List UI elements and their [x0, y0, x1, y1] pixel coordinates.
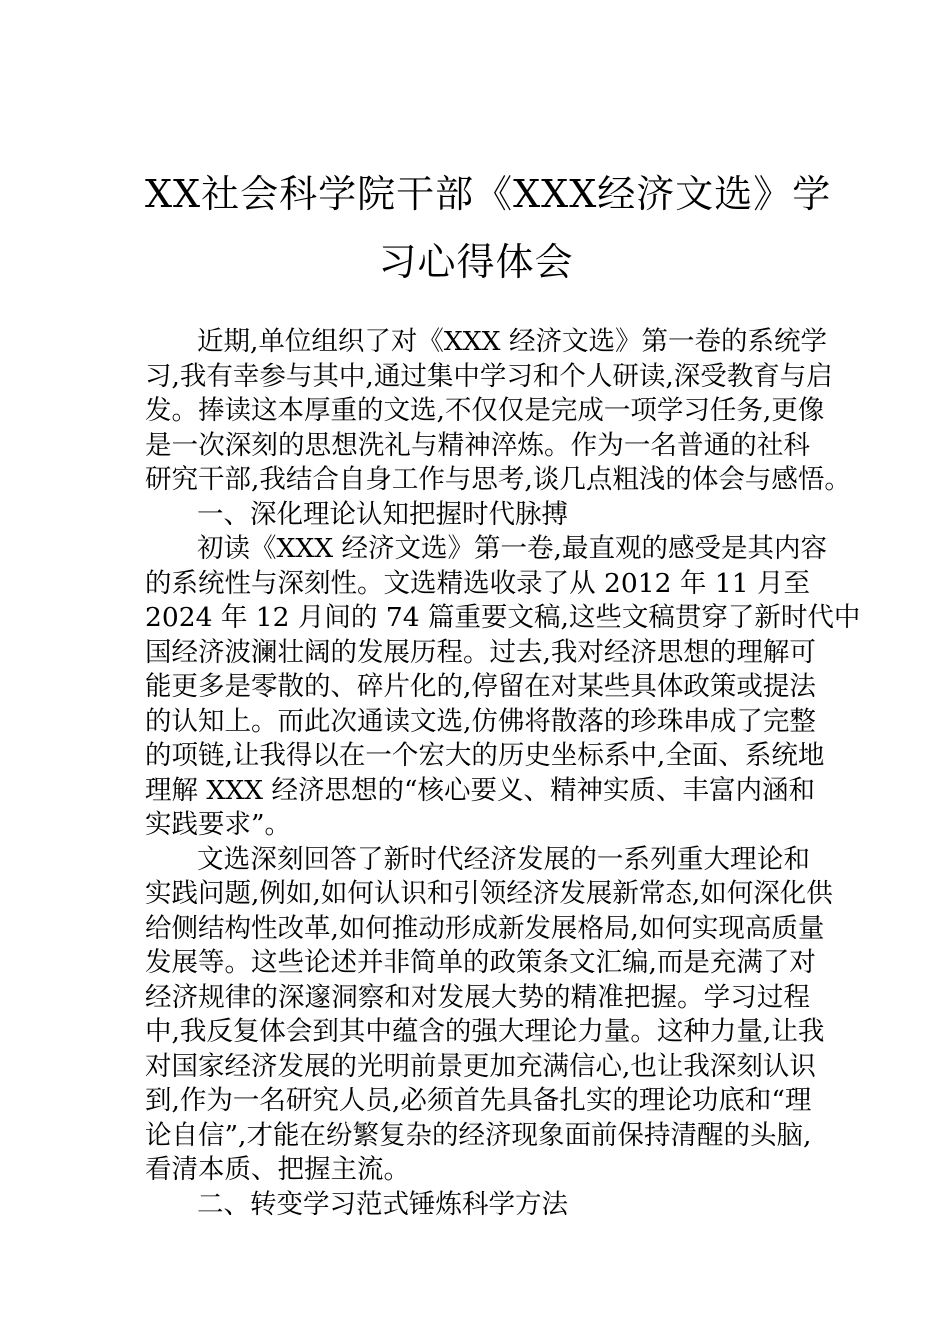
text-line: 对国家经济发展的光明前景更加充满信心,也让我深刻认识 — [145, 1050, 816, 1082]
text-line: 是一次深刻的思想洗礼与精神淬炼。作为一名普通的社科 — [145, 429, 810, 461]
text-line: 文选深刻回答了新时代经济发展的一系列重大理论和 — [197, 843, 810, 875]
text-line: 看清本质、把握主流。 — [145, 1154, 410, 1185]
text-line: 习,我有幸参与其中,通过集中学习和个人研读,深受教育与启 — [145, 360, 833, 392]
document-body — [145, 325, 861, 1222]
text-line: 经济规律的深邃洞察和对发展大势的精准把握。学习过程 — [145, 981, 810, 1013]
text-line: 中,我反复体会到其中蕴含的强大理论力量。这种力量,让我 — [145, 1016, 825, 1047]
text-line: 国经济波澜壮阔的发展历程。过去,我对经济思想的理解可 — [145, 636, 816, 668]
text-line: 到,作为一名研究人员,必须首先具备扎实的理论功底和“理 — [145, 1085, 812, 1116]
text-line: 的项链,让我得以在一个宏大的历史坐标系中,全面、系统地 — [145, 740, 825, 771]
title-line-1: XX社会科学院干部《XXX经济文选》学 — [145, 172, 832, 216]
text-line: 实践问题,例如,如何认识和引领经济发展新常态,如何深化供 — [145, 878, 833, 909]
text-line: 发。捧读这本厚重的文选,不仅仅是完成一项学习任务,更像 — [145, 395, 825, 426]
text-line: 2024 年 12 月间的 74 篇重要文稿,这些文稿贯穿了新时代中 — [145, 602, 861, 633]
text-line: 初读《XXX 经济文选》第一卷,最直观的感受是其内容 — [197, 533, 827, 564]
text-line: 研究干部,我结合自身工作与思考,谈几点粗浅的体会与感悟。 — [145, 464, 851, 495]
text-line: 能更多是零散的、碎片化的,停留在对某些具体政策或提法 — [145, 671, 816, 702]
text-line: 理解 XXX 经济思想的“核心要义、精神实质、丰富内涵和 — [145, 774, 815, 806]
text-line: 论自信”,才能在纷繁复杂的经济现象面前保持清醒的头脑, — [145, 1119, 812, 1151]
text-line: 二、转变学习范式锤炼科学方法 — [197, 1188, 568, 1220]
text-line: 的系统性与深刻性。文选精选收录了从 2012 年 11 月至 — [145, 567, 810, 599]
text-line: 的认知上。而此次通读文选,仿佛将散落的珍珠串成了完整 — [145, 705, 816, 737]
title-line-2: 习心得体会 — [378, 240, 574, 284]
text-line: 发展等。这些论述并非简单的政策条文汇编,而是充满了对 — [145, 947, 816, 978]
text-line: 实践要求”。 — [145, 809, 292, 840]
document-title — [145, 160, 832, 296]
text-line: 一、深化理论认知把握时代脉搏 — [197, 498, 568, 530]
text-line: 近期,单位组织了对《XXX 经济文选》第一卷的系统学 — [197, 326, 827, 357]
text-line: 给侧结构性改革,如何推动形成新发展格局,如何实现高质量 — [145, 912, 825, 944]
